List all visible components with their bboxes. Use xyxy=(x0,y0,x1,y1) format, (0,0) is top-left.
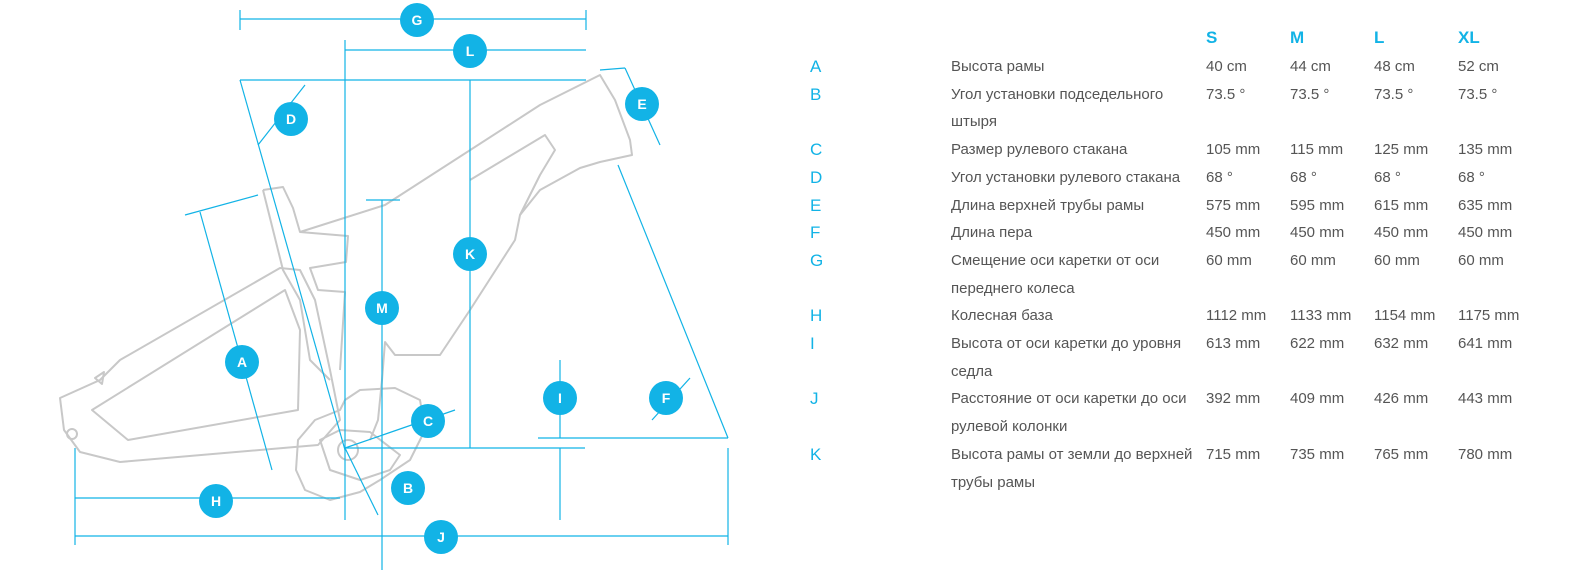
value-s: 105 mm xyxy=(1206,141,1261,159)
geometry-rows xyxy=(810,53,1570,496)
geometry-table xyxy=(810,26,1570,496)
table-row xyxy=(810,53,1570,81)
value-l: 765 mm xyxy=(1374,445,1429,463)
marker-g-label: G xyxy=(411,12,423,28)
row-label: Высота от оси каретки до уровня седла xyxy=(951,335,1182,380)
row-letter: F xyxy=(810,223,821,243)
size-header-l: L xyxy=(1374,28,1385,47)
value-s: 575 mm xyxy=(1206,196,1261,214)
table-row xyxy=(810,136,1570,164)
value-xl: 635 mm xyxy=(1458,196,1513,214)
marker-f-label: F xyxy=(661,390,671,406)
marker-k-label: K xyxy=(464,246,476,262)
value-xl: 1175 mm xyxy=(1458,307,1520,325)
row-letter: G xyxy=(810,250,824,270)
table-row xyxy=(810,192,1570,220)
value-xl: 52 cm xyxy=(1458,58,1499,75)
value-l: 1154 mm xyxy=(1374,307,1436,325)
value-m: 115 mm xyxy=(1290,141,1344,159)
value-xl: 443 mm xyxy=(1458,390,1513,408)
marker-e-label: E xyxy=(637,96,647,112)
row-label: Длина пера xyxy=(951,224,1033,242)
row-letter: I xyxy=(810,334,815,354)
value-l: 426 mm xyxy=(1374,390,1429,408)
row-label: Размер рулевого стакана xyxy=(951,141,1128,159)
value-l: 68 ° xyxy=(1374,168,1401,186)
value-s: 68 ° xyxy=(1206,168,1233,186)
marker-h-label: H xyxy=(210,493,222,509)
value-l: 48 cm xyxy=(1374,58,1415,75)
row-label: Угол установки подседельного штыря xyxy=(951,85,1164,131)
value-m: 60 mm xyxy=(1290,251,1336,269)
size-header-m: M xyxy=(1290,28,1305,47)
dimension-markers xyxy=(199,3,683,554)
marker-l-label: L xyxy=(465,43,475,59)
table-row xyxy=(810,330,1570,385)
value-l: 450 mm xyxy=(1374,224,1429,242)
value-l: 615 mm xyxy=(1374,196,1429,214)
value-m: 68 ° xyxy=(1290,168,1317,186)
row-label: Высота рамы xyxy=(951,58,1045,75)
bike-frame-outline xyxy=(60,75,632,500)
marker-j-label: J xyxy=(437,529,445,545)
value-m: 622 mm xyxy=(1290,335,1345,353)
table-row xyxy=(810,219,1570,247)
value-m: 409 mm xyxy=(1290,390,1345,408)
value-l: 125 mm xyxy=(1374,141,1429,159)
value-m: 450 mm xyxy=(1290,224,1345,242)
row-letter: K xyxy=(810,444,822,464)
value-xl: 68 ° xyxy=(1458,168,1485,186)
marker-b-label: B xyxy=(402,480,414,496)
marker-c-label: C xyxy=(422,413,434,429)
size-header-row xyxy=(810,26,1570,53)
value-xl: 60 mm xyxy=(1458,251,1504,269)
value-l: 632 mm xyxy=(1374,335,1429,353)
size-header-xl: XL xyxy=(1458,28,1480,47)
value-m: 1133 mm xyxy=(1290,307,1352,325)
value-xl: 641 mm xyxy=(1458,335,1513,353)
row-letter: H xyxy=(810,306,823,326)
row-letter: E xyxy=(810,195,822,215)
table-row xyxy=(810,247,1570,302)
marker-d-label: D xyxy=(285,111,297,127)
row-letter: B xyxy=(810,84,822,104)
value-l: 60 mm xyxy=(1374,251,1420,269)
row-label: Смещение оси каретки от оси переднего колеса xyxy=(951,251,1160,297)
value-s: 40 cm xyxy=(1206,58,1247,75)
value-xl: 135 mm xyxy=(1458,141,1513,159)
marker-i-label: I xyxy=(558,390,562,406)
row-label: Колесная база xyxy=(951,307,1053,325)
value-s: 60 mm xyxy=(1206,251,1252,269)
table-row xyxy=(810,385,1570,440)
row-label: Длина верхней трубы рамы xyxy=(951,196,1145,214)
value-s: 613 mm xyxy=(1206,335,1261,353)
size-header-s: S xyxy=(1206,28,1218,47)
row-letter: J xyxy=(810,389,819,409)
value-m: 73.5 ° xyxy=(1290,85,1330,103)
value-xl: 450 mm xyxy=(1458,224,1513,242)
value-m: 595 mm xyxy=(1290,196,1345,214)
row-label: Угол установки рулевого стакана xyxy=(951,168,1181,186)
row-letter: C xyxy=(810,140,823,160)
value-xl: 780 mm xyxy=(1458,445,1513,463)
value-s: 715 mm xyxy=(1206,445,1261,463)
value-xl: 73.5 ° xyxy=(1458,85,1498,103)
value-s: 392 mm xyxy=(1206,390,1261,408)
value-l: 73.5 ° xyxy=(1374,85,1414,103)
table-row xyxy=(810,164,1570,192)
row-letter: D xyxy=(810,167,823,187)
value-m: 735 mm xyxy=(1290,445,1345,463)
value-s: 1112 mm xyxy=(1206,307,1267,325)
marker-m-label: M xyxy=(376,300,388,316)
marker-a-label: A xyxy=(236,354,248,370)
value-s: 73.5 ° xyxy=(1206,85,1246,103)
table-row xyxy=(810,441,1570,496)
bike-geometry-diagram xyxy=(0,0,790,577)
row-label: Расстояние от оси каретки до оси рулевой колонки xyxy=(951,390,1187,436)
value-m: 44 cm xyxy=(1290,58,1331,75)
table-row xyxy=(810,81,1570,136)
row-letter: A xyxy=(810,57,822,76)
value-s: 450 mm xyxy=(1206,224,1261,242)
row-label: Высота рамы от земли до верхней трубы рамы xyxy=(951,445,1193,491)
table-row xyxy=(810,302,1570,330)
